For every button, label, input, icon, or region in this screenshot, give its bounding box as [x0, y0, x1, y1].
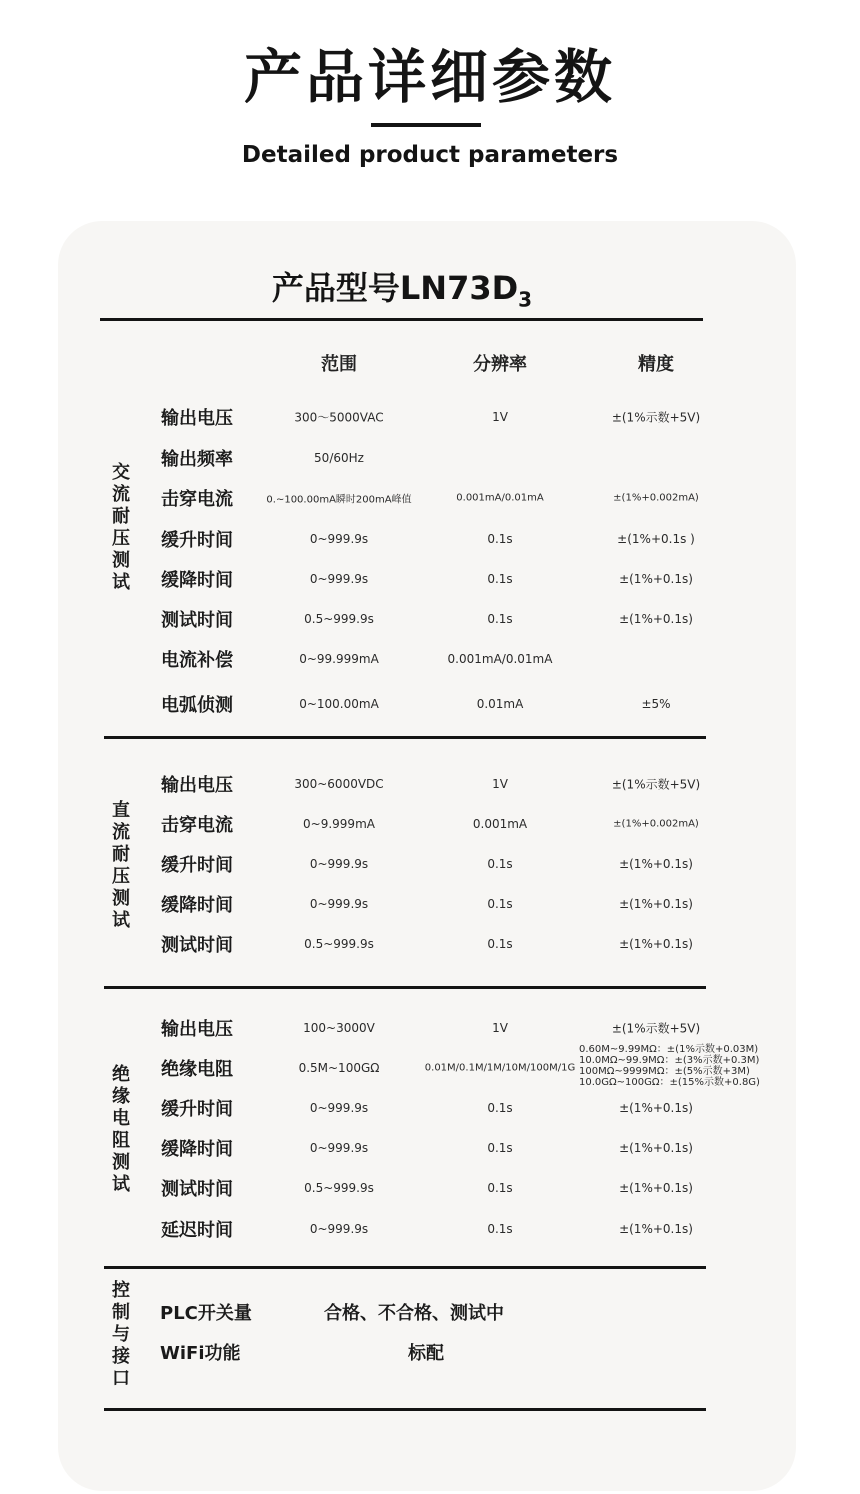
section-label-ac: 交流耐压测试 [112, 462, 130, 593]
row-label: 输出电压 [161, 408, 233, 429]
cell-accuracy: ±(1%+0.002mA) [613, 492, 699, 504]
cell-range: 300～5000VAC [294, 410, 384, 425]
cell-accuracy: ±(1%+0.1s) [619, 1222, 693, 1236]
row-label: 绝缘电阻 [161, 1059, 233, 1080]
column-header-resolution: 分辨率 [473, 354, 527, 375]
ir-accuracy-note: 0.60M~9.99MΩ：±(1%示数+0.03M) [579, 1044, 759, 1055]
cell-accuracy: ±(1%+0.1s) [619, 857, 693, 871]
row-label: 输出电压 [161, 1019, 233, 1040]
rule-ac-dc [104, 736, 706, 739]
ir-accuracy-note: 10.0GΩ~100GΩ：±(15%示数+0.8G) [579, 1077, 760, 1088]
cell-range: 0.5~999.9s [304, 612, 374, 626]
cell-range: 300~6000VDC [294, 777, 384, 791]
cell-resolution: 0.1s [487, 1222, 513, 1236]
cell-range: 0~999.9s [309, 1222, 369, 1236]
cell-accuracy: ±(1%+0.1s ) [617, 532, 695, 546]
cell-accuracy: ±(1%+0.1s) [619, 937, 693, 951]
cell-accuracy: ±(1%+0.1s) [619, 1101, 693, 1115]
cell-range: 0~9.999mA [303, 817, 375, 831]
ctrl-value-plc: 合格、不合格、测试中 [324, 1303, 504, 1324]
cell-resolution: 0.001mA/0.01mA [447, 652, 553, 666]
cell-range: 0.~100.00mA瞬时200mA峰值 [266, 494, 412, 506]
row-label: 电流补偿 [161, 650, 233, 671]
cell-accuracy: ±(1%+0.002mA) [613, 818, 699, 830]
cell-resolution: 0.1s [487, 937, 513, 951]
cell-resolution: 0.1s [487, 532, 513, 546]
cell-range: 0~999.9s [309, 857, 369, 871]
cell-resolution: 1V [492, 1021, 508, 1035]
ir-accuracy-note: 10.0MΩ~99.9MΩ：±(3%示数+0.3M) [579, 1055, 760, 1066]
cell-range: 0~999.9s [309, 532, 369, 546]
row-label: 测试时间 [161, 610, 233, 631]
cell-resolution: 0.001mA/0.01mA [456, 492, 544, 504]
row-label: 击穿电流 [161, 815, 233, 836]
cell-range: 0.5~999.9s [304, 937, 374, 951]
cell-resolution: 0.1s [487, 857, 513, 871]
title-divider [371, 123, 481, 127]
page-subtitle: Detailed product parameters [241, 142, 619, 168]
cell-resolution: 1V [492, 777, 508, 791]
ir-accuracy-notes [579, 1044, 760, 1088]
cell-range: 0~999.9s [309, 897, 369, 911]
model-title [0, 263, 804, 311]
cell-range: 0.5~999.9s [304, 1181, 374, 1195]
cell-accuracy: ±(1%+0.1s) [619, 1141, 693, 1155]
row-label: 测试时间 [161, 935, 233, 956]
cell-resolution: 0.001mA [472, 817, 528, 831]
cell-accuracy: ±(1%+0.1s) [619, 612, 693, 626]
section-label-ctrl: 控制与接口 [112, 1280, 130, 1389]
cell-range: 0~99.999mA [299, 652, 379, 666]
cell-accuracy: ±5% [641, 697, 671, 711]
cell-resolution: 0.1s [487, 1141, 513, 1155]
cell-range: 0.5M~100GΩ [298, 1061, 380, 1075]
row-label: 缓降时间 [161, 895, 233, 916]
cell-resolution: 0.1s [487, 1101, 513, 1115]
ir-accuracy-note: 100MΩ~9999MΩ：±(5%示数+3M) [579, 1066, 750, 1077]
column-header-range: 范围 [321, 354, 357, 375]
row-label: 缓降时间 [161, 570, 233, 591]
row-label: 击穿电流 [161, 489, 233, 510]
cell-resolution: 0.1s [487, 897, 513, 911]
row-label: 测试时间 [161, 1179, 233, 1200]
cell-accuracy: ±(1%+0.1s) [619, 897, 693, 911]
column-header-accuracy: 精度 [638, 354, 674, 375]
cell-resolution: 0.01M/0.1M/1M/10M/100M/1G [424, 1062, 576, 1074]
cell-resolution: 0.1s [487, 612, 513, 626]
cell-range: 0~999.9s [309, 1101, 369, 1115]
cell-range: 0~100.00mA [299, 697, 379, 711]
row-label: 缓降时间 [161, 1139, 233, 1160]
row-label: 缓升时间 [161, 1099, 233, 1120]
ctrl-value-wifi: 标配 [408, 1343, 444, 1364]
cell-range: 100~3000V [303, 1021, 375, 1035]
cell-range: 0~999.9s [309, 572, 369, 586]
page-title: 产品详细参数 [243, 43, 616, 111]
model-subscript: 3 [518, 287, 533, 312]
row-label: 缓升时间 [161, 855, 233, 876]
ctrl-label-wifi: WiFi功能 [160, 1343, 241, 1364]
section-label-ir: 绝缘电阻测试 [112, 1064, 130, 1195]
row-label: 输出频率 [161, 449, 233, 470]
cell-accuracy: ±(1%示数+5V) [611, 1021, 701, 1036]
cell-accuracy: ±(1%+0.1s) [619, 1181, 693, 1195]
row-label: 缓升时间 [161, 530, 233, 551]
cell-accuracy: ±(1%示数+5V) [611, 777, 701, 792]
row-label: 延迟时间 [161, 1220, 233, 1241]
cell-resolution: 0.1s [487, 1181, 513, 1195]
model-name: 产品型号LN73D [271, 269, 519, 307]
row-label: 电弧侦测 [161, 695, 233, 716]
rule-top [100, 318, 703, 321]
cell-resolution: 0.1s [487, 572, 513, 586]
cell-resolution: 1V [492, 410, 508, 424]
cell-range: 0~999.9s [309, 1141, 369, 1155]
rule-bottom [104, 1408, 706, 1411]
cell-resolution: 0.01mA [476, 697, 524, 711]
rule-ir-ctrl [104, 1266, 706, 1269]
cell-accuracy: ±(1%示数+5V) [611, 410, 701, 425]
rule-dc-ir [104, 986, 706, 989]
cell-accuracy: ±(1%+0.1s) [619, 572, 693, 586]
cell-range: 50/60Hz [314, 451, 364, 465]
ctrl-label-plc: PLC开关量 [160, 1303, 252, 1324]
row-label: 输出电压 [161, 775, 233, 796]
section-label-dc: 直流耐压测试 [112, 800, 130, 931]
